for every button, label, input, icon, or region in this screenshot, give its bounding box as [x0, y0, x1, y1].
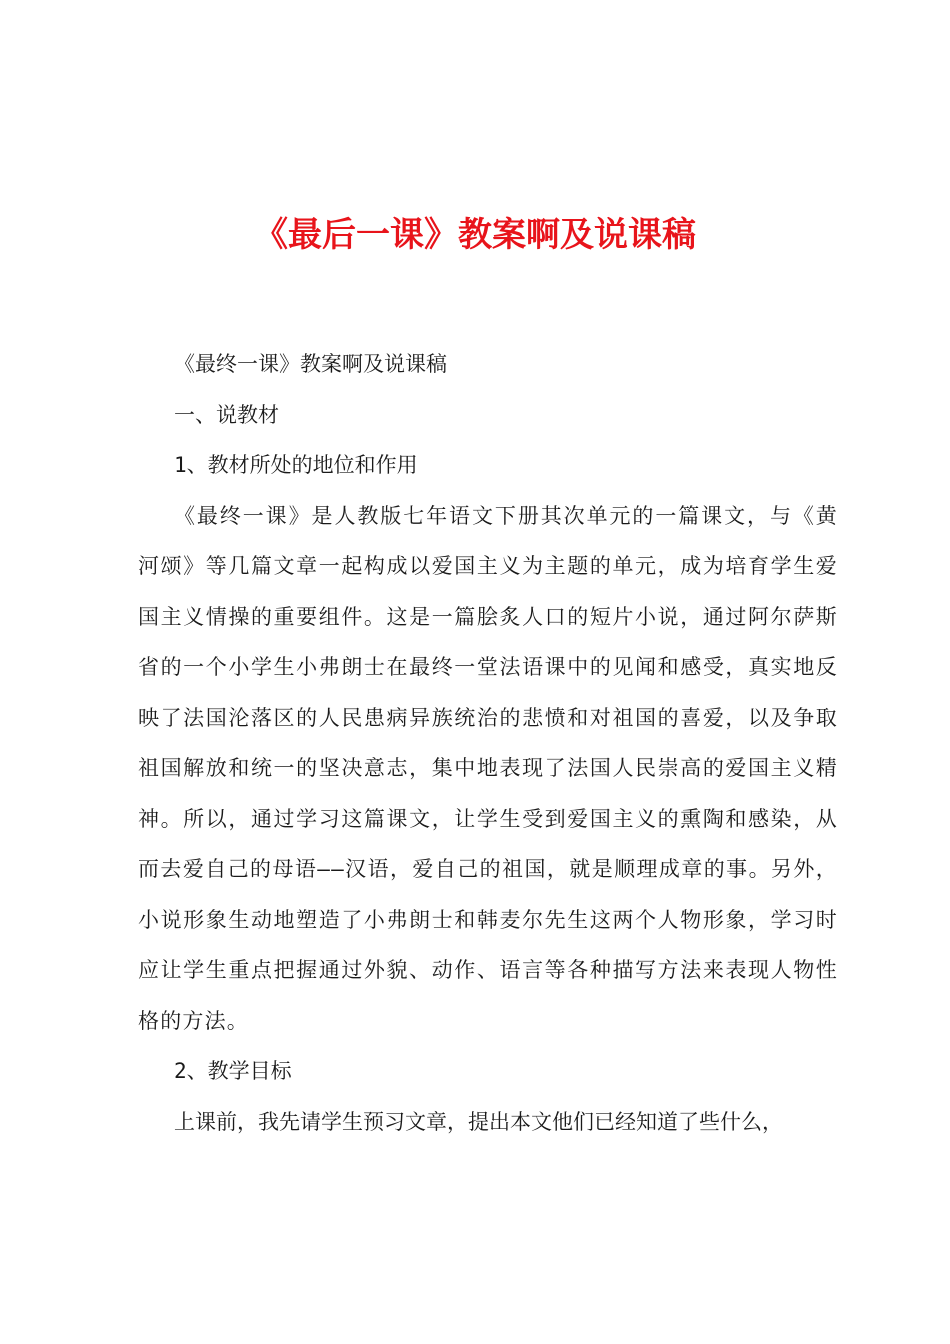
body-paragraph-1: 《最终一课》是人教版七年语文下册其次单元的一篇课文，与《黄河颂》等几篇文章一起构成以爱国主义为主题的单元，成为培育学生爱国主义情操的重要组件。这是一篇脍炙人口的短片小说，通过阿尔萨斯省的一个小学生小弗朗士在最终一堂法语课中的见闻和感受，真实地反映了法国沦落区的人民患病异族统治的悲愤和对祖国的喜爱，以及争取祖国解放和统一的坚决意志，集中地表现了法国人民崇高的爱国主义精神。所以，通过学习这篇课文，让学生受到爱国主义的熏陶和感染，从而去爱自己的母语——汉语，爱自己的祖国，就是顺理成章的事。另外，小说形象生动地塑造了小弗朗士和韩麦尔先生这两个人物形象，学习时应让学生重点把握通过外貌、动作、语言等各种描写方法来表现人物性格的方法。 — [138, 503, 838, 1033]
body-paragraph-2: 上课前，我先请学生预习文章，提出本文他们已经知道了些什么， — [174, 1109, 783, 1134]
subsection-heading-2: 2、教学目标 — [174, 1059, 292, 1083]
document-body — [138, 339, 838, 1147]
section-heading-1: 一、说教材 — [174, 402, 279, 427]
document-subtitle: 《最终一课》教案啊及说课稿 — [174, 352, 447, 376]
subsection-heading-1: 1、教材所处的地位和作用 — [174, 453, 418, 477]
document-title: 《最后一课》教案啊及说课稿 — [254, 215, 696, 255]
